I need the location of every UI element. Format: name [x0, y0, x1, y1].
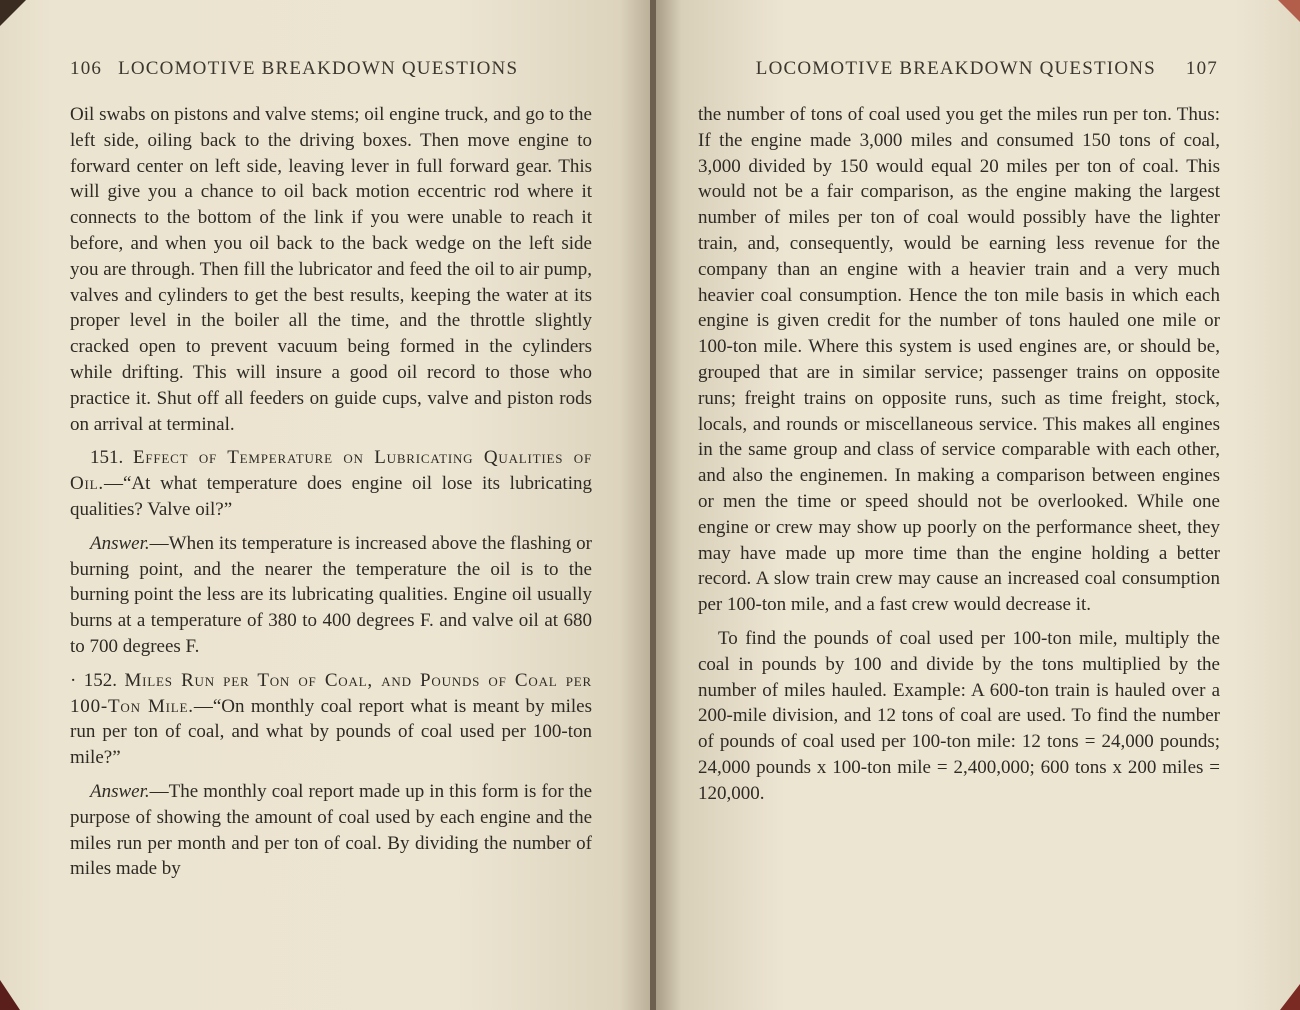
right-running-header — [746, 58, 1218, 80]
paragraph: Oil swabs on pistons and valve stems; oil engine truck, and go to the left side, oiling back to the driving boxes. Then move engine to forward center on left side, leaving lever in full forward gear. This will give you a chance to oil back motion eccentric rod where it connects to the bottom of the link if you were unable to reach it before, and when you oil back to the back wedge on the left side you are through. Then fill the lubricator and feed the oil to air pump, valves and cylinders to get the best results, keeping the water at its proper level in the boiler all the time, and the throttle slightly cracked open to prevent vacuum being formed in the cylinders while drifting. This will insure a good oil record to those who practice it. Shut off all feeders on guide cups, valve and piston rods on arrival at terminal. — [70, 104, 592, 435]
question-number: · 152. — [70, 669, 118, 691]
book-cover-corner — [1280, 984, 1300, 1010]
answer-text: —The monthly coal report made up in this form is for the purpose of showing the amount of coal used by each engine and the miles run per month and per ton of coal. By dividing the number of miles made by — [70, 780, 592, 880]
running-head: LOCOMOTIVE BREAKDOWN QUESTIONS — [755, 58, 1156, 79]
book-cover-corner — [1278, 0, 1300, 22]
book-cover-corner — [0, 0, 26, 26]
page-number: 107 — [1185, 58, 1218, 79]
answer-text: —When its temperature is increased above the flashing or burning point, and the nearer the temperature the oil is to the burning point the less are its lubricating qualities. Engine oil usually burns at a temperature of 380 to 400 degrees F. and valve oil at 680 to 700 degrees F. — [70, 532, 592, 657]
question-heading: Effect of Temperature on Lubricating Qualities of Oil. — [70, 447, 592, 495]
question-text: —“On monthly coal report what is meant by miles run per ton of coal, and what by pounds of coal used per 100-ton mile?” — [70, 695, 592, 769]
question-152 — [70, 668, 592, 771]
page-number: 106 — [70, 58, 103, 79]
left-page-body — [70, 102, 592, 890]
left-running-header — [70, 58, 590, 80]
paragraph: the number of tons of coal used you get the miles run per ton. Thus: If the engine made 3,000 miles and consumed 150 tons of coal, 3,000 divided by 150 would equal 20 miles per ton of coal. This would not be a fair comparison, as the engine making the largest number of miles per ton of coal would possibly have the lighter train, and, consequently, would be earning less revenue for the company than an engine with a heavier train and a very much heavier coal consumption. Hence the ton mile basis in which each engine is given credit for the number of tons hauled one mile or 100-ton mile. Where this system is used engines are, or should be, grouped that are in similar service; passenger trains on opposite runs; freight trains on opposite runs, such as time freight, stock, locals, and rounds or miscellaneous service. This makes all engines in the same group and class of service comparable with each other, and also the enginemen. In making a comparison between engines or men the time or speed should not be overlooked. While one engine or crew may show up poorly on the performance sheet, they may have made up more time than the engine holding a better record. A slow train crew may cause an increased coal consumption per 100-ton mile, and a fast crew would decrease it. — [698, 104, 1220, 616]
question-number: 151. — [90, 447, 124, 469]
answer-152 — [70, 779, 592, 882]
question-heading: Miles Run per Ton of Coal, and Pounds of Coal per 100-Ton Mile. — [70, 669, 592, 717]
book-cover-corner — [0, 980, 20, 1010]
right-page — [656, 0, 1300, 1010]
question-text: —“At what temperature does engine oil lose its lubricating qualities? Valve oil?” — [70, 473, 592, 520]
paragraph: To find the pounds of coal used per 100-ton mile, multiply the coal in pounds by 100 and divide by the tons multiplied by the number of miles hauled. Example: A 600-ton train is hauled over a 200-mile division, and 12 tons of coal are used. To find the number of pounds of coal used per 100-ton mile: 12 tons = 24,000 pounds; 24,000 pounds x 100-ton mile = 2,400,000; 600 tons x 200 miles = 120,000. — [698, 627, 1220, 804]
right-page-body — [698, 102, 1220, 815]
question-151 — [70, 445, 592, 522]
running-head: LOCOMOTIVE BREAKDOWN QUESTIONS — [118, 58, 519, 79]
answer-151 — [70, 531, 592, 660]
answer-label: Answer. — [90, 532, 150, 554]
answer-label: Answer. — [90, 780, 150, 802]
